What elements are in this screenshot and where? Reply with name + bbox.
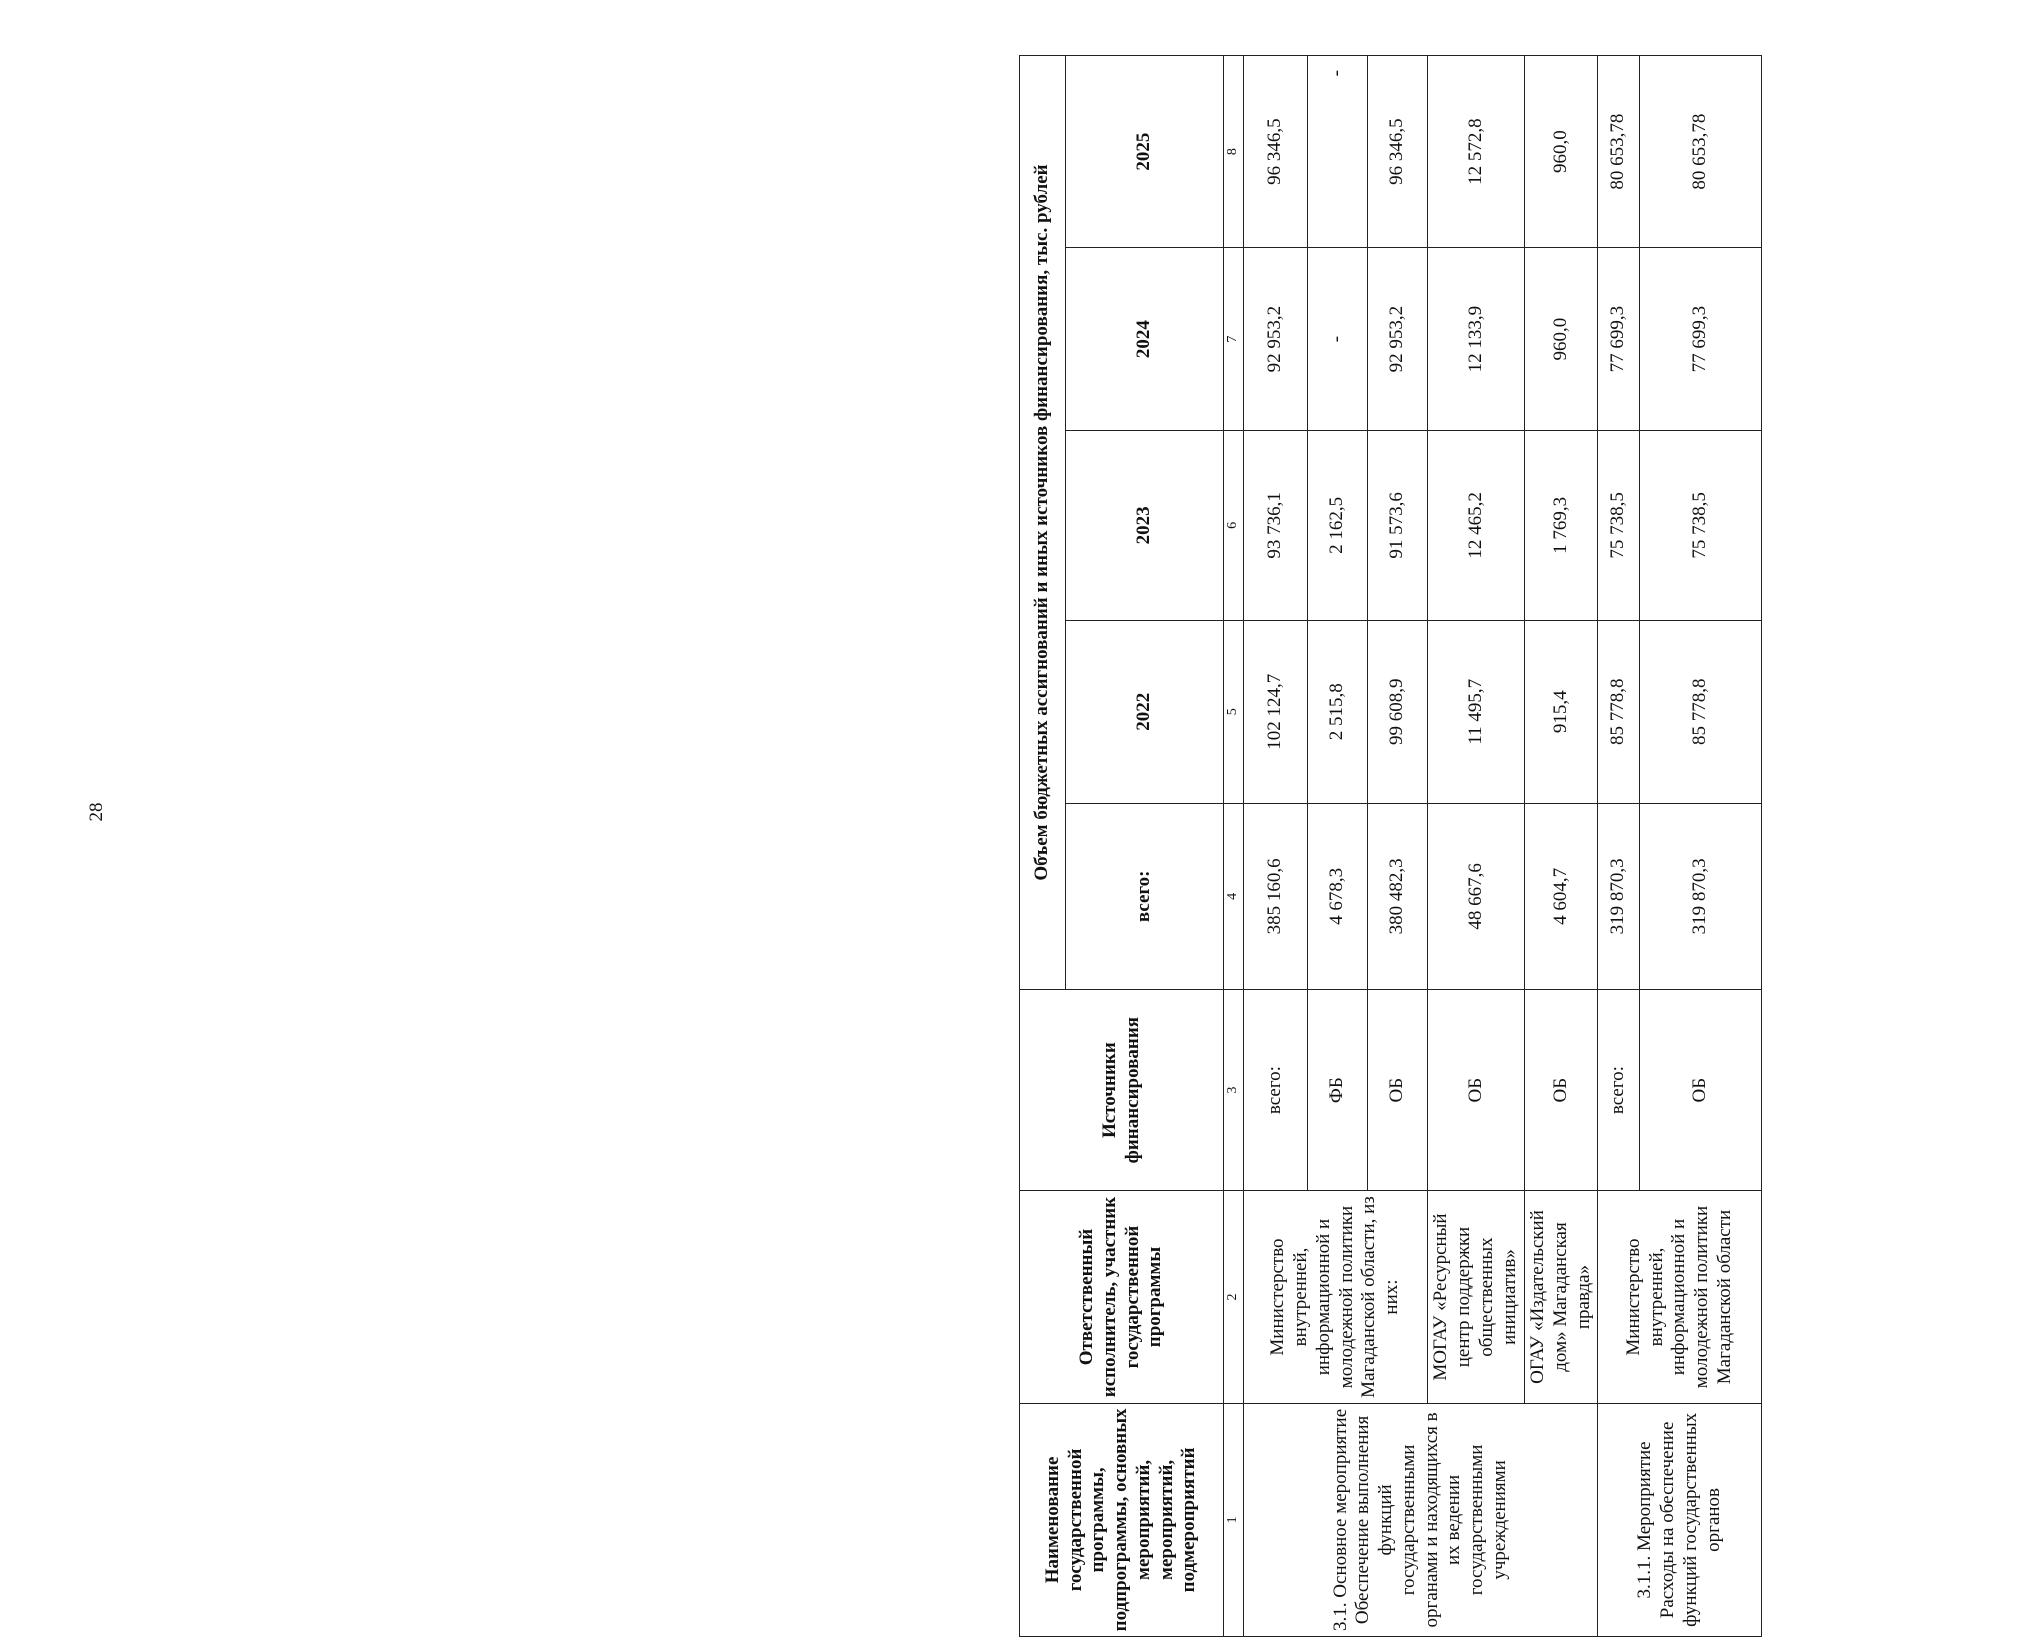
row-source: ОБ	[1428, 990, 1525, 1191]
col-number: 5	[1224, 620, 1244, 803]
cell-total: 319 870,3	[1598, 803, 1640, 989]
header-2025: 2025	[1066, 56, 1224, 248]
cell-total: 385 160,6	[1244, 803, 1308, 989]
row-source: ОБ	[1640, 990, 1762, 1191]
cell-2025: 960,0	[1525, 56, 1598, 248]
cell-2022: 85 778,8	[1598, 620, 1640, 803]
row-source: ОБ	[1525, 990, 1598, 1191]
header-name: Наименование государственной программы, подпрограммы, основных мероприятий, мероприятий, подмероприятий	[1020, 1403, 1224, 1636]
row-executor-sub: МОГАУ «Ресурсный центр поддержки общественных инициатив»	[1428, 1191, 1525, 1404]
cell-2024: -	[1308, 248, 1368, 431]
header-sources: Источники финансирования	[1020, 990, 1224, 1191]
col-number: 2	[1224, 1191, 1244, 1404]
header-2023: 2023	[1066, 431, 1224, 621]
header-total: всего:	[1066, 803, 1224, 989]
cell-2022: 99 608,9	[1368, 620, 1428, 803]
budget-table	[1019, 55, 1762, 1637]
row-executor: Министерство внутренней, информационной и молодежной политики Магаданской области, из них:	[1244, 1191, 1428, 1404]
cell-2023: 91 573,6	[1368, 431, 1428, 621]
cell-2022: 2 515,8	[1308, 620, 1368, 803]
header-2022: 2022	[1066, 620, 1224, 803]
cell-2025: -	[1308, 56, 1368, 248]
row-name: 3.1.1. Мероприятие Расходы на обеспечение функций государственных органов	[1598, 1403, 1762, 1636]
rotated-page	[1019, 55, 2037, 1637]
cell-2023: 12 465,2	[1428, 431, 1525, 621]
cell-2023: 1 769,3	[1525, 431, 1598, 621]
cell-2024: 12 133,9	[1428, 248, 1525, 431]
row-executor-sub: ОГАУ «Издательский дом» Магаданская правда»	[1525, 1191, 1598, 1404]
cell-2023: 2 162,5	[1308, 431, 1368, 621]
cell-total: 319 870,3	[1640, 803, 1762, 989]
row-name: 3.1. Основное мероприятие Обеспечение выполнения функций государственными органами и находящихся в их ведении государственными учреждениями	[1244, 1403, 1598, 1636]
col-number: 1	[1224, 1403, 1244, 1636]
cell-2025: 80 653,78	[1598, 56, 1640, 248]
cell-2022: 11 495,7	[1428, 620, 1525, 803]
col-number: 4	[1224, 803, 1244, 989]
row-executor: Министерство внутренней, информационной и молодежной политики Магаданской области	[1598, 1191, 1762, 1404]
cell-2022: 915,4	[1525, 620, 1598, 803]
cell-2023: 75 738,5	[1598, 431, 1640, 621]
header-2024: 2024	[1066, 248, 1224, 431]
cell-total: 380 482,3	[1368, 803, 1428, 989]
cell-2025: 96 346,5	[1368, 56, 1428, 248]
cell-2024: 960,0	[1525, 248, 1598, 431]
cell-2022: 85 778,8	[1640, 620, 1762, 803]
cell-2024: 92 953,2	[1244, 248, 1308, 431]
cell-2024: 77 699,3	[1598, 248, 1640, 431]
col-number: 3	[1224, 990, 1244, 1191]
col-number: 8	[1224, 56, 1244, 248]
cell-2025: 80 653,78	[1640, 56, 1762, 248]
col-number: 7	[1224, 248, 1244, 431]
col-number: 6	[1224, 431, 1244, 621]
header-volume: Объем бюджетных ассигнований и иных источников финансирования, тыс. рублей	[1020, 56, 1066, 990]
cell-total: 4 604,7	[1525, 803, 1598, 989]
cell-2024: 92 953,2	[1368, 248, 1428, 431]
cell-2024: 77 699,3	[1640, 248, 1762, 431]
row-source: всего:	[1598, 990, 1640, 1191]
row-source: ФБ	[1308, 990, 1368, 1191]
row-source: всего:	[1244, 990, 1308, 1191]
cell-2023: 93 736,1	[1244, 431, 1308, 621]
cell-2022: 102 124,7	[1244, 620, 1308, 803]
cell-2023: 75 738,5	[1640, 431, 1762, 621]
header-executor: Ответственный исполнитель, участник государственной программы	[1020, 1191, 1224, 1404]
cell-2025: 12 572,8	[1428, 56, 1525, 248]
row-source: ОБ	[1368, 990, 1428, 1191]
page-number: 28	[86, 802, 107, 822]
cell-total: 4 678,3	[1308, 803, 1368, 989]
cell-total: 48 667,6	[1428, 803, 1525, 989]
cell-2025: 96 346,5	[1244, 56, 1308, 248]
